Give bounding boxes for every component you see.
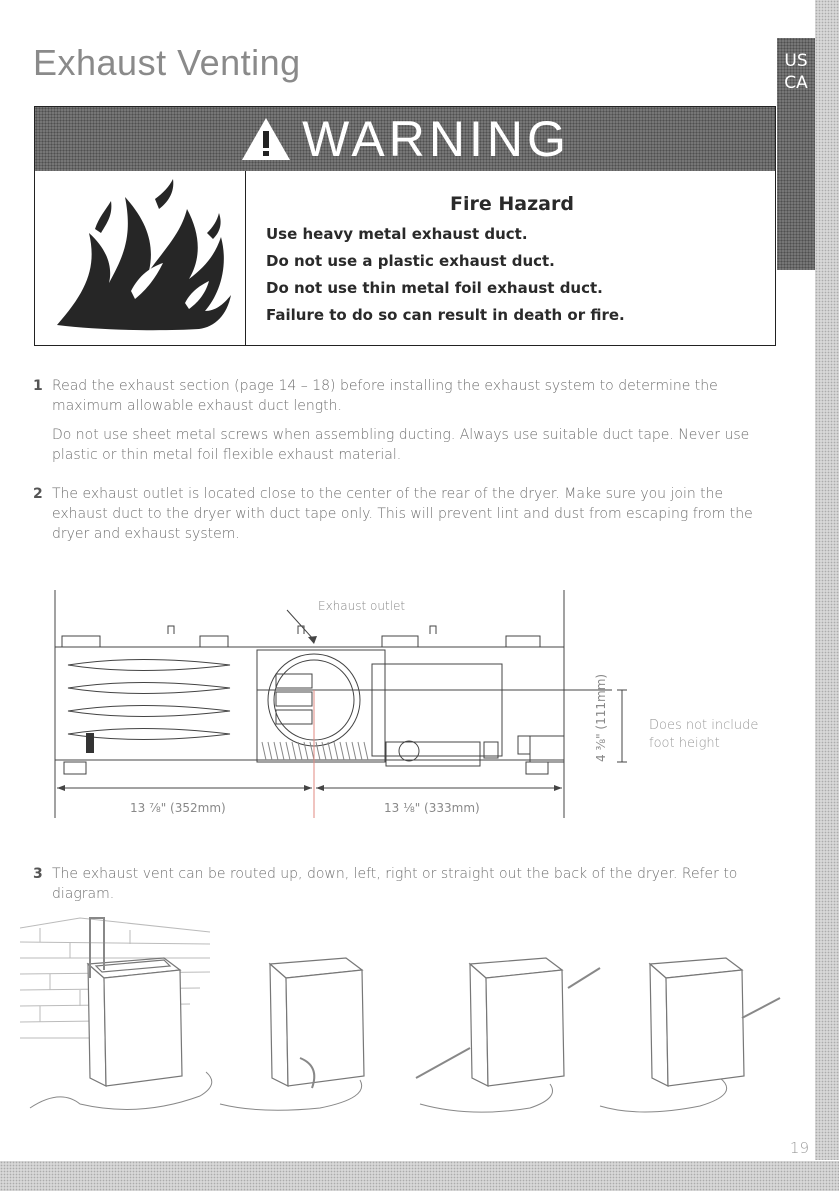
- height-dimension-label: 4 ⅜" (111mm): [594, 673, 608, 762]
- hazard-line: Failure to do so can result in death or fire.: [266, 306, 625, 324]
- page-title: Exhaust Venting: [33, 42, 301, 83]
- hazard-line: Do not use thin metal foil exhaust duct.: [266, 279, 603, 297]
- warning-header: [35, 107, 775, 171]
- bottom-edge-strip: [0, 1161, 839, 1191]
- flame-icon: [35, 171, 245, 345]
- step-text: The exhaust outlet is located close to the center of the rear of the dryer. Make sure you join the exhaust duct to the dryer with duct tape only. This will prevent lint and dust from escaping from the dryer and exhaust system.: [52, 486, 753, 542]
- step-subtext: Do not use sheet metal screws when assembling ducting. Always use suitable duct tape. Never use plastic or thin metal foil flexible exhaust material.: [52, 427, 750, 463]
- hazard-line: Use heavy metal exhaust duct.: [266, 225, 528, 243]
- right-edge-strip: [815, 0, 839, 1160]
- dryer-down-route: [270, 958, 364, 1086]
- region-tab-label: [777, 50, 815, 94]
- region-us: US: [784, 51, 808, 71]
- step-3: [33, 864, 778, 904]
- warning-body: [257, 171, 767, 329]
- step-number: 2: [33, 486, 43, 502]
- foot-height-note-line: Does not include: [649, 718, 759, 733]
- step-2: [33, 484, 778, 544]
- step-number: 3: [33, 866, 43, 882]
- step-number: 1: [33, 378, 43, 394]
- hazard-title: Fire Hazard: [450, 193, 574, 215]
- region-ca: CA: [784, 73, 808, 93]
- foot-height-note: [649, 717, 758, 753]
- foot-height-note-line: foot height: [649, 736, 720, 751]
- dryer-up-route: [88, 958, 182, 1086]
- vent-routing-illustrations: [20, 908, 810, 1118]
- dryer-straight-route: [650, 958, 744, 1086]
- warning-title: WARNING: [302, 111, 570, 167]
- step-1: [33, 376, 778, 465]
- hazard-line: Do not use a plastic exhaust duct.: [266, 252, 555, 270]
- warning-box: [34, 106, 776, 346]
- right-dimension-label: 13 ⅛" (333mm): [384, 801, 480, 815]
- left-dimension-label: 13 ⅞" (352mm): [130, 801, 226, 815]
- warning-triangle-icon: [240, 116, 292, 162]
- dryer-left-route: [470, 958, 564, 1086]
- fire-hazard-image: [35, 171, 246, 345]
- step-text: Read the exhaust section (page 14 – 18) before installing the exhaust system to determine the maximum allowable exhaust duct length.: [52, 378, 718, 414]
- dryer-rear-diagram: [52, 590, 632, 820]
- exhaust-outlet-label: Exhaust outlet: [318, 599, 406, 613]
- step-text: The exhaust vent can be routed up, down, left, right or straight out the back of the dryer. Refer to diagram.: [52, 866, 738, 902]
- page-number: 19: [789, 1139, 809, 1157]
